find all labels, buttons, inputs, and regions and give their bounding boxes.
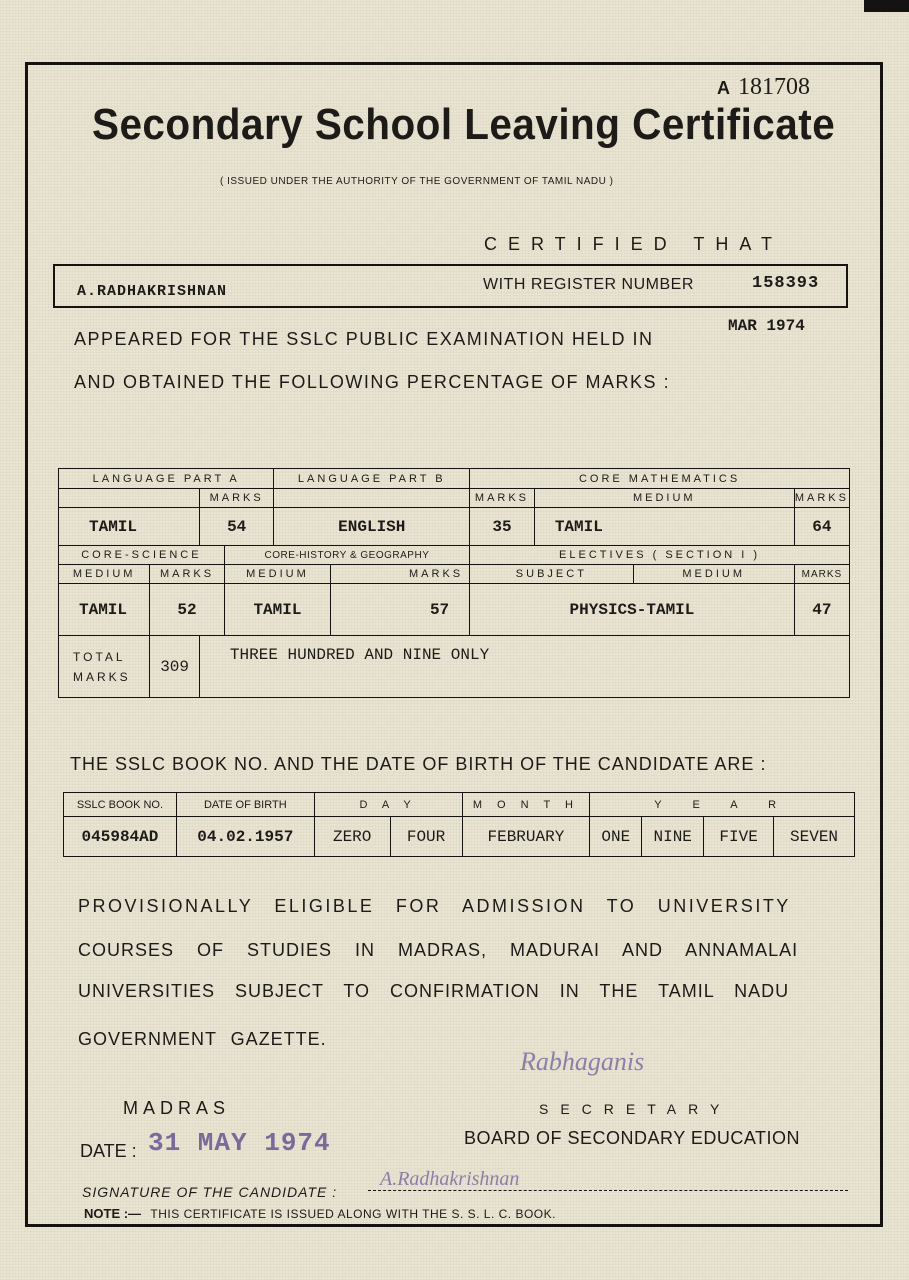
day-1: ZERO (314, 817, 390, 857)
board-name: BOARD OF SECONDARY EDUCATION (464, 1128, 801, 1148)
certificate-subtitle: ( ISSUED UNDER THE AUTHORITY OF THE GOVERNMENT OF TAMIL NADU ) (220, 176, 614, 187)
secretary-title: SECRETARY (539, 1101, 732, 1117)
lang-b-header: LANGUAGE PART B (274, 469, 470, 489)
serial-prefix: A (717, 78, 730, 98)
book-no: 045984AD (64, 817, 177, 857)
elective-subject-label: SUBJECT (470, 565, 633, 584)
science-marks-label: MARKS (150, 565, 225, 584)
eligibility-line-3: UNIVERSITIES SUBJECT TO CONFIRMATION IN THE TAMIL NADU (78, 981, 790, 1001)
date-stamp: 31 MAY 1974 (148, 1128, 331, 1158)
math-medium: TAMIL (534, 508, 794, 546)
marks-table (58, 468, 850, 698)
note-text: THIS CERTIFICATE IS ISSUED ALONG WITH THE S. S. L. C. BOOK. (150, 1207, 556, 1221)
lang-a-header: LANGUAGE PART A (59, 469, 274, 489)
note-label: NOTE :— (84, 1206, 142, 1221)
lang-b-marks-label: MARKS (470, 489, 535, 508)
candidate-name-box (53, 264, 848, 308)
book-dob-table (63, 792, 855, 857)
lang-a-subject: TAMIL (59, 508, 200, 546)
date-label: DATE : (80, 1141, 137, 1161)
total-marks: 309 (150, 636, 200, 698)
lang-a-marks-label: MARKS (199, 489, 273, 508)
eligibility-line-2: COURSES OF STUDIES IN MADRAS, MADURAI AND ANNAMALAI (78, 940, 799, 960)
year-1: ONE (590, 817, 642, 857)
note (84, 1206, 556, 1221)
lang-b-subject: ENGLISH (274, 508, 470, 546)
day-2: FOUR (390, 817, 462, 857)
total-label-line1: TOTAL (73, 649, 126, 664)
dob-header: DATE OF BIRTH (176, 793, 314, 817)
candidate-signature-label: SIGNATURE OF THE CANDIDATE : (82, 1184, 338, 1200)
elective-subject: PHYSICS-TAMIL (470, 584, 795, 636)
science-medium-label: MEDIUM (59, 565, 150, 584)
register-label: WITH REGISTER NUMBER (483, 276, 694, 293)
dob-value: 04.02.1957 (176, 817, 314, 857)
month-header: M O N T H (462, 793, 590, 817)
place: MADRAS (123, 1098, 231, 1118)
appeared-text: APPEARED FOR THE SSLC PUBLIC EXAMINATION HELD IN (74, 329, 654, 349)
lang-b-marks: 35 (470, 508, 535, 546)
year-header: Y E A R (590, 793, 855, 817)
elective-marks: 47 (794, 584, 849, 636)
total-label-line2: MARKS (73, 669, 131, 684)
lang-a-marks: 54 (199, 508, 273, 546)
eligibility-line-1: PROVISIONALLY ELIGIBLE FOR ADMISSION TO UNIVERSITY (78, 896, 791, 916)
obtained-text: AND OBTAINED THE FOLLOWING PERCENTAGE OF MARKS : (74, 372, 671, 392)
day-header: D A Y (314, 793, 462, 817)
certificate-title: Secondary School Leaving Certificate (92, 100, 836, 149)
math-marks-label: MARKS (794, 489, 849, 508)
book-no-header: SSLC BOOK NO. (64, 793, 177, 817)
candidate-signature: A.Radhakrishnan (380, 1168, 520, 1190)
eligibility-line-4: GOVERNMENT GAZETTE. (78, 1029, 327, 1049)
history-medium: TAMIL (224, 584, 330, 636)
history-marks: 57 (331, 584, 470, 636)
math-marks: 64 (794, 508, 849, 546)
certified-that: CERTIFIED THAT (484, 234, 784, 254)
elective-marks-label: MARKS (794, 565, 849, 584)
candidate-name: A.RADHAKRISHNAN (77, 283, 228, 300)
core-science-header: CORE-SCIENCE (59, 546, 225, 565)
year-3: FIVE (704, 817, 774, 857)
secretary-signature (520, 1046, 644, 1077)
core-math-header: CORE MATHEMATICS (470, 469, 850, 489)
year-4: SEVEN (774, 817, 855, 857)
core-history-header: CORE-HISTORY & GEOGRAPHY (224, 546, 469, 565)
scan-edge (864, 0, 909, 12)
register-number: 158393 (752, 274, 820, 293)
secretary-signature-text: Rabhaganis (520, 1047, 645, 1076)
year-2: NINE (642, 817, 704, 857)
electives-header: ELECTIVES ( SECTION I ) (470, 546, 850, 565)
history-marks-label: MARKS (331, 565, 470, 584)
serial-number (717, 74, 810, 101)
total-label (59, 636, 150, 698)
month-value: FEBRUARY (462, 817, 590, 857)
elective-medium-label: MEDIUM (633, 565, 794, 584)
science-marks: 52 (150, 584, 225, 636)
math-medium-label: MEDIUM (534, 489, 794, 508)
science-medium: TAMIL (59, 584, 150, 636)
history-medium-label: MEDIUM (224, 565, 330, 584)
total-words: THREE HUNDRED AND NINE ONLY (199, 636, 849, 698)
book-intro: THE SSLC BOOK NO. AND THE DATE OF BIRTH OF THE CANDIDATE ARE : (70, 754, 767, 774)
exam-date: MAR 1974 (728, 317, 805, 335)
serial-value: 181708 (738, 74, 810, 100)
